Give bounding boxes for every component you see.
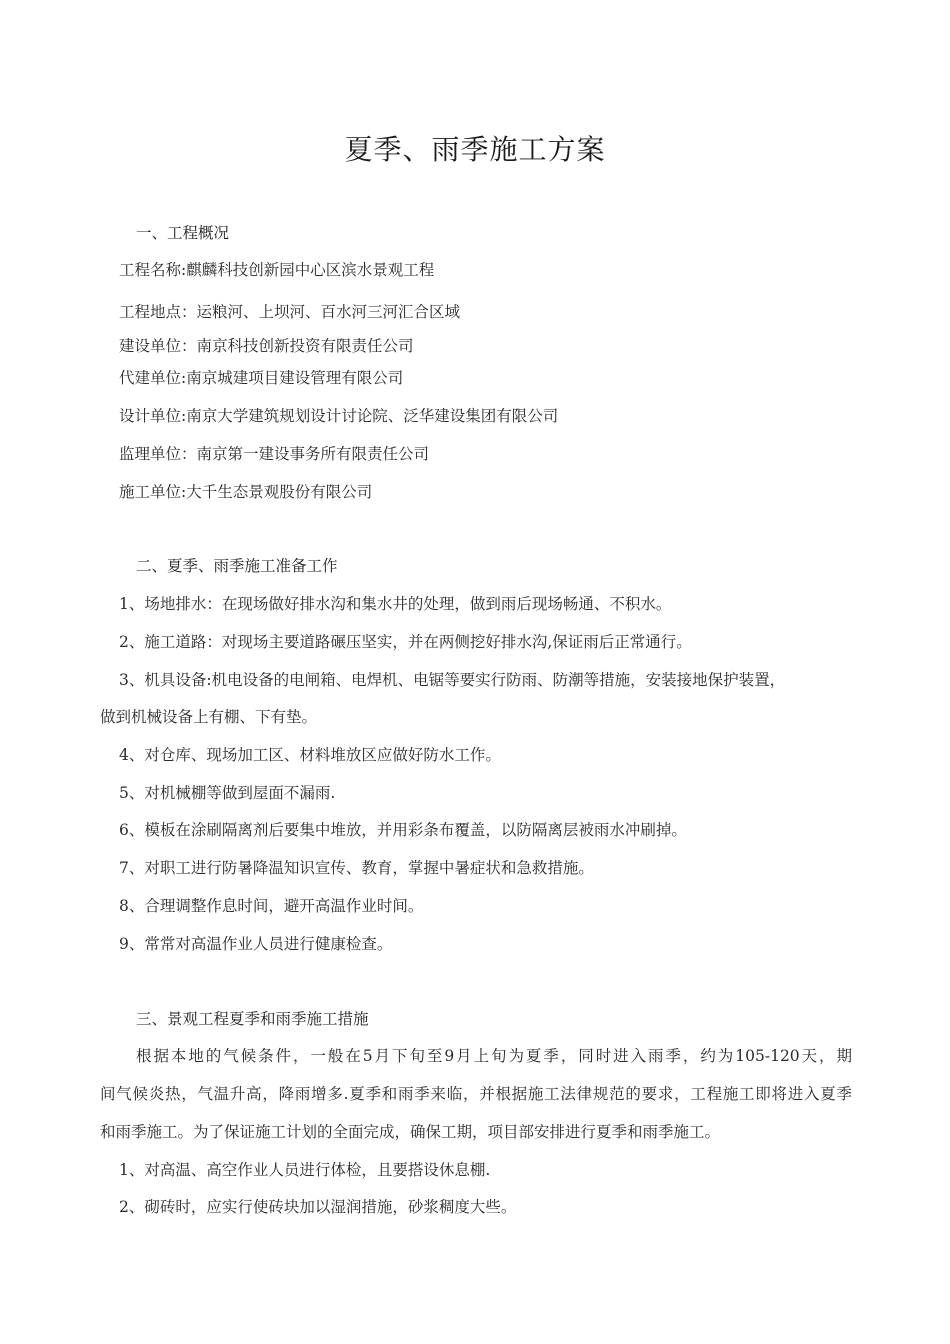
list-item: 6、模板在涂刷隔离剂后要集中堆放，并用彩条布覆盖，以防隔离层被雨水冲刷掉。 [119, 821, 687, 839]
list-item: 5、对机械棚等做到屋面不漏雨. [119, 784, 336, 802]
section-2-heading: 二、夏季、雨季施工准备工作 [136, 557, 338, 575]
list-item-continuation: 做到机械设备上有棚、下有垫。 [100, 708, 318, 726]
section-1-heading: 一、工程概况 [136, 224, 230, 242]
list-item: 8、合理调整作息时间，避开高温作业时间。 [119, 897, 424, 915]
supervision-unit-line: 监理单位：南京第一建设事务所有限责任公司 [119, 445, 430, 463]
list-item: 1、对高温、高空作业人员进行体检，且要搭设休息棚. [119, 1161, 491, 1179]
section-3-heading: 三、景观工程夏季和雨季施工措施 [136, 1010, 369, 1028]
project-name-line: 工程名称:麒麟科技创新园中心区滨水景观工程 [119, 261, 435, 279]
list-item: 2、砌砖时，应实行使砖块加以湿润措施，砂浆稠度大些。 [119, 1198, 517, 1216]
list-item: 4、对仓库、现场加工区、材料堆放区应做好防水工作。 [119, 746, 501, 764]
list-item: 7、对职工进行防暑降温知识宣传、教育，掌握中暑症状和急救措施。 [119, 859, 594, 877]
owner-unit-line: 建设单位：南京科技创新投资有限责任公司 [119, 337, 414, 355]
paragraph-line: 根据本地的气候条件，一般在5月下旬至9月上旬为夏季，同时进入雨季，约为105-120天，期 [136, 1047, 852, 1065]
list-item: 2、施工道路：对现场主要道路碾压坚实，并在两侧挖好排水沟,保证雨后正常通行。 [119, 633, 692, 651]
paragraph-line: 间气候炎热，气温升高，降雨增多.夏季和雨季来临，并根据施工法律规范的要求，工程施工即将进入夏季 [100, 1085, 852, 1103]
paragraph-line: 和雨季施工。为了保证施工计划的全面完成，确保工期，项目部安排进行夏季和雨季施工。 [100, 1123, 721, 1141]
document-title: 夏季、雨季施工方案 [344, 133, 606, 166]
list-item: 1、场地排水：在现场做好排水沟和集水井的处理，做到雨后现场畅通、不积水。 [119, 595, 672, 613]
design-unit-line: 设计单位:南京大学建筑规划设计讨论院、泛华建设集团有限公司 [119, 407, 559, 425]
list-item: 9、常常对高温作业人员进行健康检查。 [119, 935, 393, 953]
agent-unit-line: 代建单位:南京城建项目建设管理有限公司 [119, 369, 404, 387]
list-item: 3、机具设备:机电设备的电闸箱、电焊机、电锯等要实行防雨、防潮等措施，安装接地保护装置， [119, 671, 786, 689]
project-location-line: 工程地点：运粮河、上坝河、百水河三河汇合区域 [119, 303, 461, 321]
construction-unit-line: 施工单位:大千生态景观股份有限公司 [119, 483, 373, 501]
